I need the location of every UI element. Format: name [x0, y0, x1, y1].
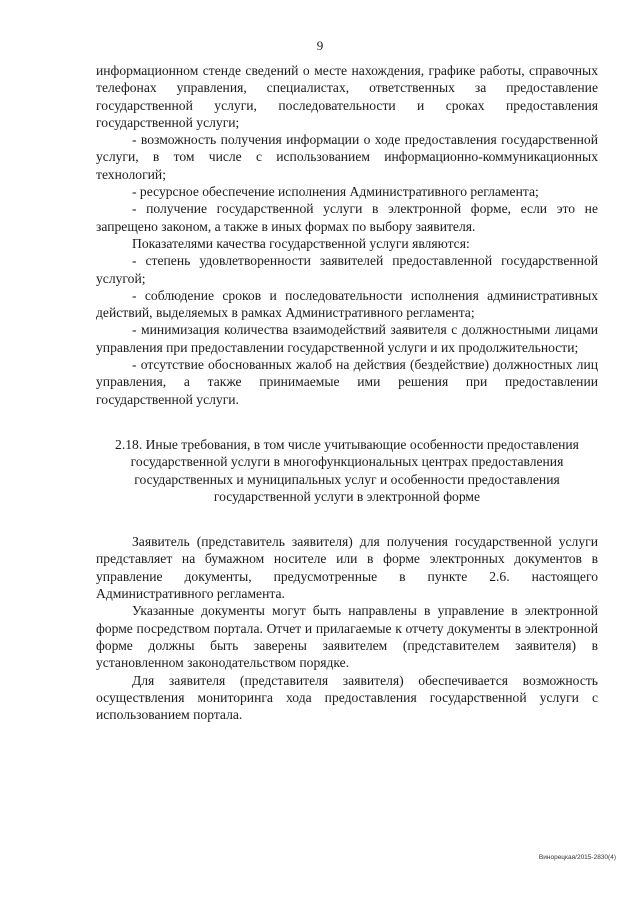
paragraph: - получение государственной услуги в электронной форме, если это не запрещено законом, а также в иных формах по выбору заявителя. — [96, 201, 598, 234]
paragraph: - соблюдение сроков и последовательности исполнения административных действий, выделяемых в рамках Административного регламента; — [96, 287, 598, 321]
paragraph: Заявитель (представитель заявителя) для получения государственной услуги представляет на бумажном носителе или в форме электронных документов в управление документы, предусмотренные в пункте 2.6. настоящего Административного регламента. — [96, 534, 598, 602]
paragraph: Для заявителя (представителя заявителя) обеспечивается возможность осуществления мониторинга хода предоставления государственной услуги с использованием портала. — [96, 672, 598, 723]
paragraph: информационном стенде сведений о месте нахождения, графике работы, справочных телефонах управления, специалистах, ответственных за предоставление государственной услуги, последовательности и сроках предоставления государственной услуги; — [96, 63, 598, 130]
section-heading: 2.18. Иные требования, в том числе учитывающие особенности предоставления государственной услуги в многофункциональных центрах предоставления государственных и муниципальных услуг и особенности предоставления государственной услуги в электронной форме — [115, 436, 579, 504]
document-body — [96, 62, 598, 723]
requirements-list — [96, 62, 598, 408]
paragraph: Указанные документы могут быть направлены в управление в электронной форме посредством портала. Отчет и прилагаемые к отчету документы в электронной форме должны быть заверены заявителем (представителем заявителя) в установленном законодательством порядке. — [96, 603, 598, 671]
paragraph: - минимизация количества взаимодействий заявителя с должностными лицами управления при предоставлении государственной услуги и их продолжительности; — [96, 322, 598, 355]
page-number: 9 — [316, 38, 324, 53]
paragraph: - отсутствие обоснованных жалоб на действия (бездействие) должностных лиц управления, а также принимаемые ими решения при предоставлении государственной услуги. — [96, 357, 598, 407]
paragraph: - ресурсное обеспечение исполнения Административного регламента; — [132, 184, 539, 200]
section-body — [96, 533, 598, 723]
document-code: Винорецкая/2015-2830(4) — [538, 854, 616, 861]
paragraph: - возможность получения информации о ходе предоставления государственной услуги, в том числе с использованием информационно-коммуникационных технологий; — [96, 132, 598, 182]
paragraph: Показателями качества государственной услуги являются: — [132, 235, 470, 251]
paragraph: - степень удовлетворенности заявителей предоставленной государственной услугой; — [96, 253, 598, 286]
